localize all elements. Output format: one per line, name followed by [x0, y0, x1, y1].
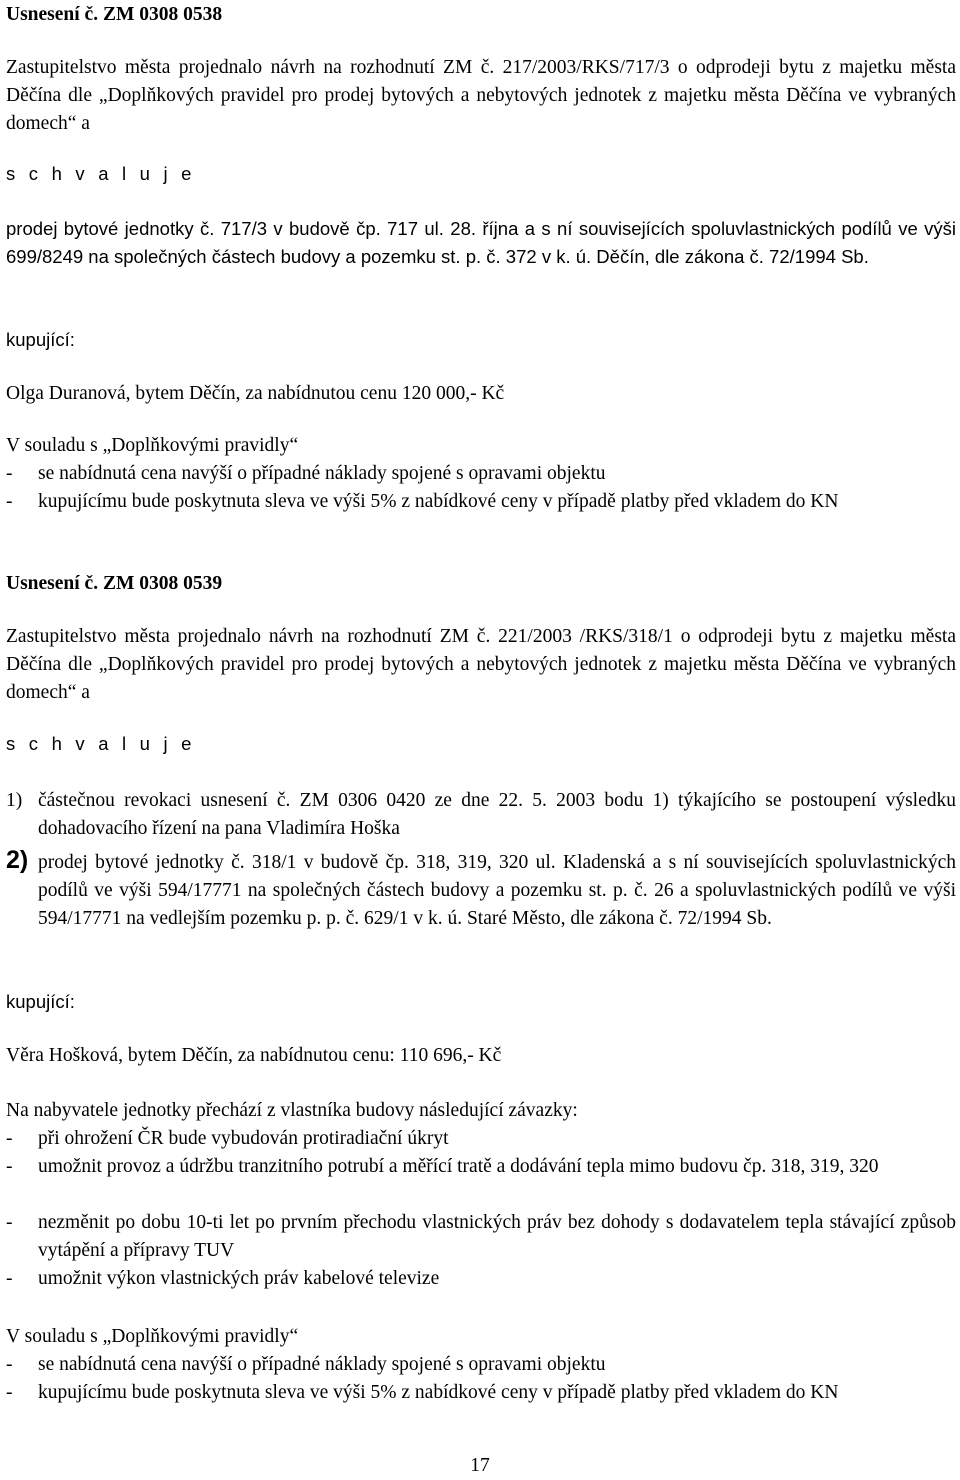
item-number: 1)	[6, 790, 23, 811]
resolution-heading: Usnesení č. ZM 0308 0538	[6, 4, 223, 25]
item-text: prodej bytové jednotky č. 318/1 v budově čp. 318, 319, 320 ul. Kladenská a s ní souvisejících spoluvlastnických podílů ve výši 594/17771 na společných částech budovy a pozemku st. p. č. 26 a spoluvlastnických podílů ve výši 594/17771 na vedlejším pozemku p. p. č. 629/1 v k. ú. Staré Město, dle zákona č. 72/1994 Sb.	[38, 852, 956, 929]
rules-heading: V souladu s „Doplňkovými pravidly“	[6, 1326, 299, 1347]
rule-item	[6, 1351, 956, 1379]
dash-marker: -	[6, 1212, 13, 1233]
dash-marker: -	[6, 463, 13, 484]
dash-marker: -	[6, 1156, 13, 1177]
obligation-item	[6, 1125, 956, 1153]
rule-text: se nabídnutá cena navýší o případné náklady spojené s opravami objektu	[38, 463, 606, 484]
obligation-item	[6, 1265, 956, 1293]
obligation-text: při ohrožení ČR bude vybudován protiradiační úkryt	[38, 1128, 449, 1149]
buyer-label: kupující:	[6, 329, 75, 350]
buyer-line: Věra Hošková, bytem Děčín, za nabídnutou cenu: 110 696,- Kč	[6, 1045, 502, 1066]
decision-text: prodej bytové jednotky č. 717/3 v budově čp. 717 ul. 28. října a s ní souvisejících spoluvlastnických podílů ve výši 699/8249 na společných částech budovy a pozemku st. p. č. 372 v k. ú. Děčín, dle zákona č. 72/1994 Sb.	[6, 218, 956, 267]
dash-marker: -	[6, 1382, 13, 1403]
dash-marker: -	[6, 491, 13, 512]
resolution-heading: Usnesení č. ZM 0308 0539	[6, 573, 223, 594]
rule-text: kupujícímu bude poskytnuta sleva ve výši 5% z nabídkové ceny v případě platby před vkladem do KN	[38, 1382, 839, 1403]
obligation-text: nezměnit po dobu 10-ti let po prvním přechodu vlastnických práv bez dohody s dodavatelem tepla stávající způsob vytápění a přípravy TUV	[38, 1212, 956, 1261]
approval-verb: s c h v a l u j e	[6, 163, 196, 184]
dash-marker: -	[6, 1268, 13, 1289]
numbered-item	[6, 846, 956, 933]
dash-marker: -	[6, 1128, 13, 1149]
dash-marker: -	[6, 1354, 13, 1375]
rule-text: se nabídnutá cena navýší o případné náklady spojené s opravami objektu	[38, 1354, 606, 1375]
resolution-intro: Zastupitelstvo města projednalo návrh na rozhodnutí ZM č. 221/2003 /RKS/318/1 o odprodeji bytu z majetku města Děčína dle „Doplňkových pravidel pro prodej bytových a nebytových jednotek z majetku města Děčína ve vybraných domech“ a	[6, 626, 956, 703]
rule-text: kupujícímu bude poskytnuta sleva ve výši 5% z nabídkové ceny v případě platby před vkladem do KN	[38, 491, 839, 512]
obligation-item	[6, 1153, 956, 1181]
numbered-item	[6, 787, 956, 843]
item-number: 2)	[6, 846, 29, 874]
obligation-item	[6, 1209, 956, 1265]
obligations-heading: Na nabyvatele jednotky přechází z vlastníka budovy následující závazky:	[6, 1100, 578, 1121]
item-text: částečnou revokaci usnesení č. ZM 0306 0420 ze dne 22. 5. 2003 bodu 1) týkajícího se postoupení výsledku dohadovacího řízení na pana Vladimíra Hoška	[38, 790, 956, 839]
rules-heading: V souladu s „Doplňkovými pravidly“	[6, 435, 299, 456]
obligation-text: umožnit provoz a údržbu tranzitního potrubí a měřící tratě a dodávání tepla mimo budovu čp. 318, 319, 320	[38, 1156, 879, 1177]
obligation-text: umožnit výkon vlastnických práv kabelové televize	[38, 1268, 440, 1289]
resolution-intro: Zastupitelstvo města projednalo návrh na rozhodnutí ZM č. 217/2003/RKS/717/3 o odprodeji bytu z majetku města Děčína dle „Doplňkových pravidel pro prodej bytových a nebytových jednotek z majetku města Děčína ve vybraných domech“ a	[6, 57, 956, 134]
approval-verb: s c h v a l u j e	[6, 733, 196, 754]
buyer-line: Olga Duranová, bytem Děčín, za nabídnutou cenu 120 000,- Kč	[6, 383, 505, 404]
rule-item	[6, 460, 956, 488]
page-number: 17	[470, 1455, 490, 1476]
rule-item	[6, 488, 956, 516]
buyer-label: kupující:	[6, 991, 75, 1012]
rule-item	[6, 1379, 956, 1407]
